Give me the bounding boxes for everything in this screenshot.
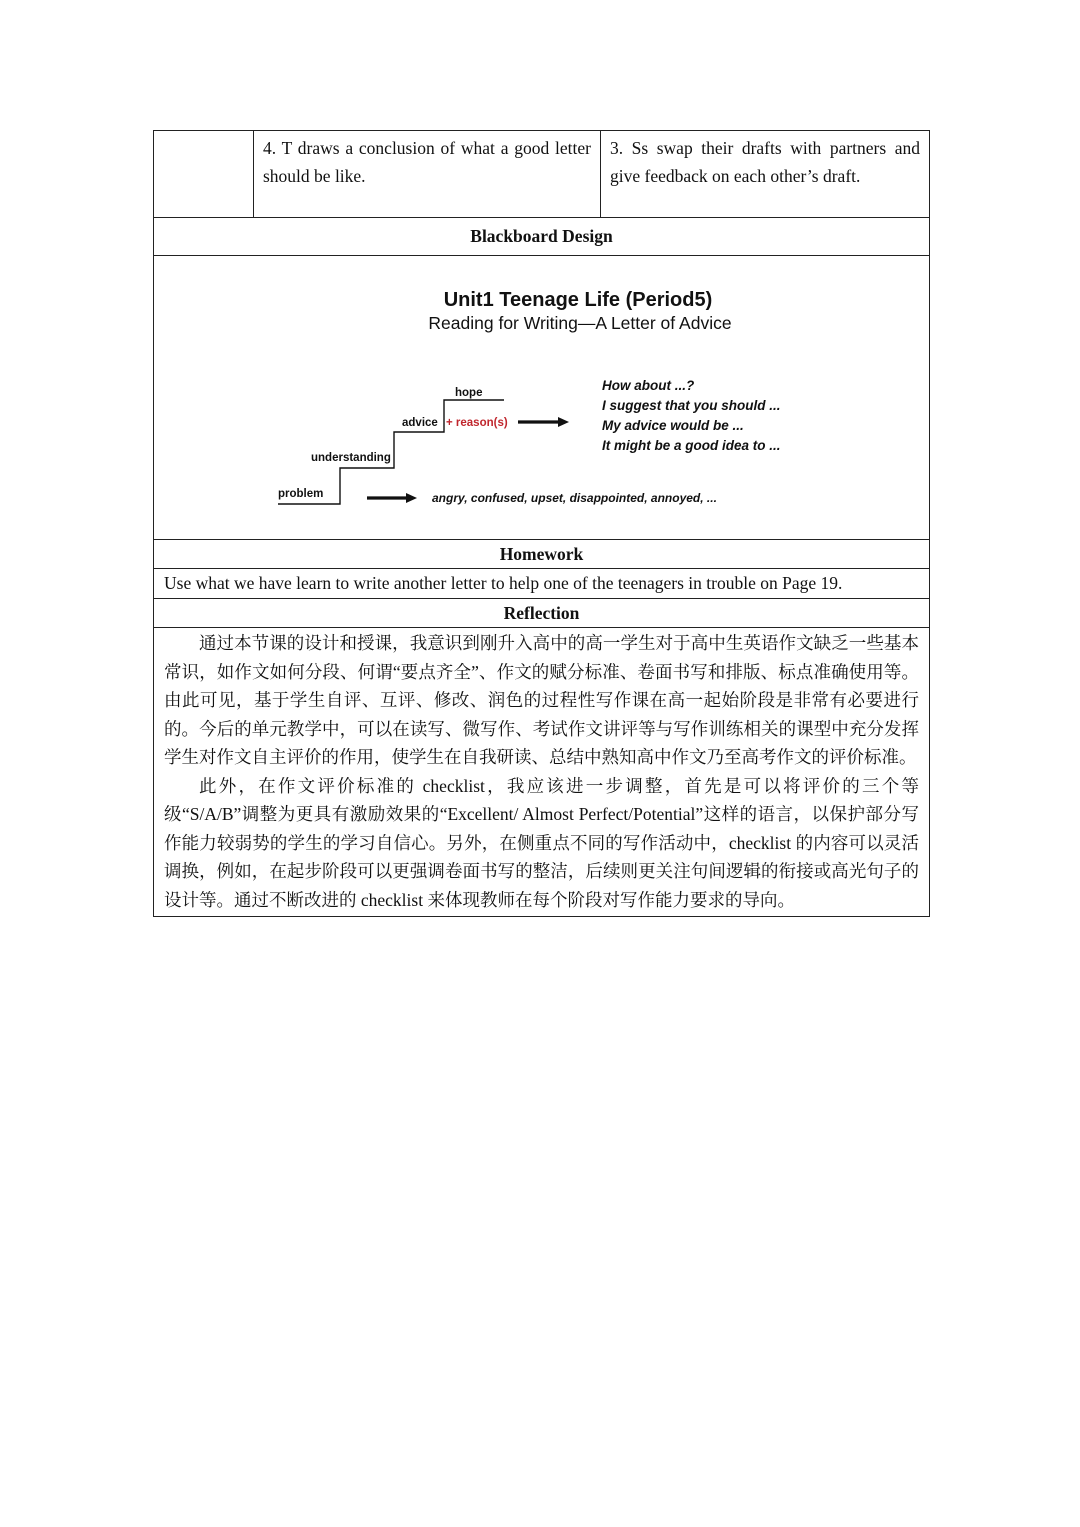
- homework-cell: [154, 569, 930, 599]
- empty-stage-cell: [154, 131, 254, 218]
- reflection-body: [154, 628, 929, 916]
- board-title: Unit1 Teenage Life (Period5): [443, 289, 713, 311]
- advice-arrow: [518, 417, 569, 427]
- procedure-row: [154, 131, 930, 218]
- step-label-hope: hope: [455, 387, 483, 399]
- reason-label: + reason(s): [446, 417, 508, 429]
- step-label-advice: advice: [402, 417, 438, 429]
- expression-4: It might be a good idea to ...: [602, 438, 781, 453]
- homework-heading: Homework: [154, 540, 930, 569]
- board-subtitle: Reading for Writing—A Letter of Advice: [428, 313, 732, 333]
- step-label-problem: problem: [278, 488, 324, 500]
- lesson-plan-table: [153, 130, 930, 917]
- blackboard-diagram: [154, 256, 928, 539]
- feelings-list: angry, confused, upset, disappointed, annoyed, ...: [432, 491, 717, 505]
- feelings-arrow: [367, 493, 417, 503]
- reflection-cell: [154, 628, 930, 917]
- homework-text: Use what we have learn to write another letter to help one of the teenagers in trouble on Page 19.: [164, 573, 843, 593]
- teacher-activity-cell: [254, 131, 601, 218]
- student-step-text: 3. Ss swap their drafts with partners and give feedback on each other’s draft.: [610, 138, 920, 186]
- student-activity-cell: [601, 131, 930, 218]
- blackboard-design-cell: [154, 256, 930, 540]
- blackboard-design-heading: Blackboard Design: [154, 218, 930, 256]
- expression-1: How about ...?: [602, 378, 695, 393]
- reflection-paragraph-2: 此外，在作文评价标准的 checklist，我应该进一步调整，首先是可以将评价的三个等级“S/A/B”调整为更具有激励效果的“Excellent/ Almost Perfect/Potential”这样的语言，以保护部分写作能力较弱势的学生的学习自信心。另外，在侧重点不同的写作活动中，checklist 的内容可以灵活调换，例如，在起步阶段可以更强调卷面书写的整洁，后续则更关注句间逻辑的衔接或高光句子的设计等。通过不断改进的 checklist 来体现教师在每个阶段对写作能力要求的导向。: [164, 775, 919, 910]
- expression-3: My advice would be ...: [602, 418, 744, 433]
- teacher-step-text: 4. T draws a conclusion of what a good letter should be like.: [263, 138, 591, 186]
- step-label-understanding: understanding: [311, 452, 391, 464]
- expression-2: I suggest that you should ...: [602, 398, 781, 413]
- reflection-heading: Reflection: [154, 599, 930, 628]
- reflection-paragraph-1: 通过本节课的设计和授课，我意识到刚升入高中的高一学生对于高中生英语作文缺乏一些基本常识，如作文如何分段、何谓“要点齐全”、作文的赋分标准、卷面书写和排版、标点准确使用等。由此可见，基于学生自评、互评、修改、润色的过程性写作课在高一起始阶段是非常有必要进行的。今后的单元教学中，可以在读写、微写作、考试作文讲评等与写作训练相关的课型中充分发挥学生对作文自主评价的作用，使学生在自我研读、总结中熟知高中作文乃至高考作文的评价标准。: [164, 633, 919, 767]
